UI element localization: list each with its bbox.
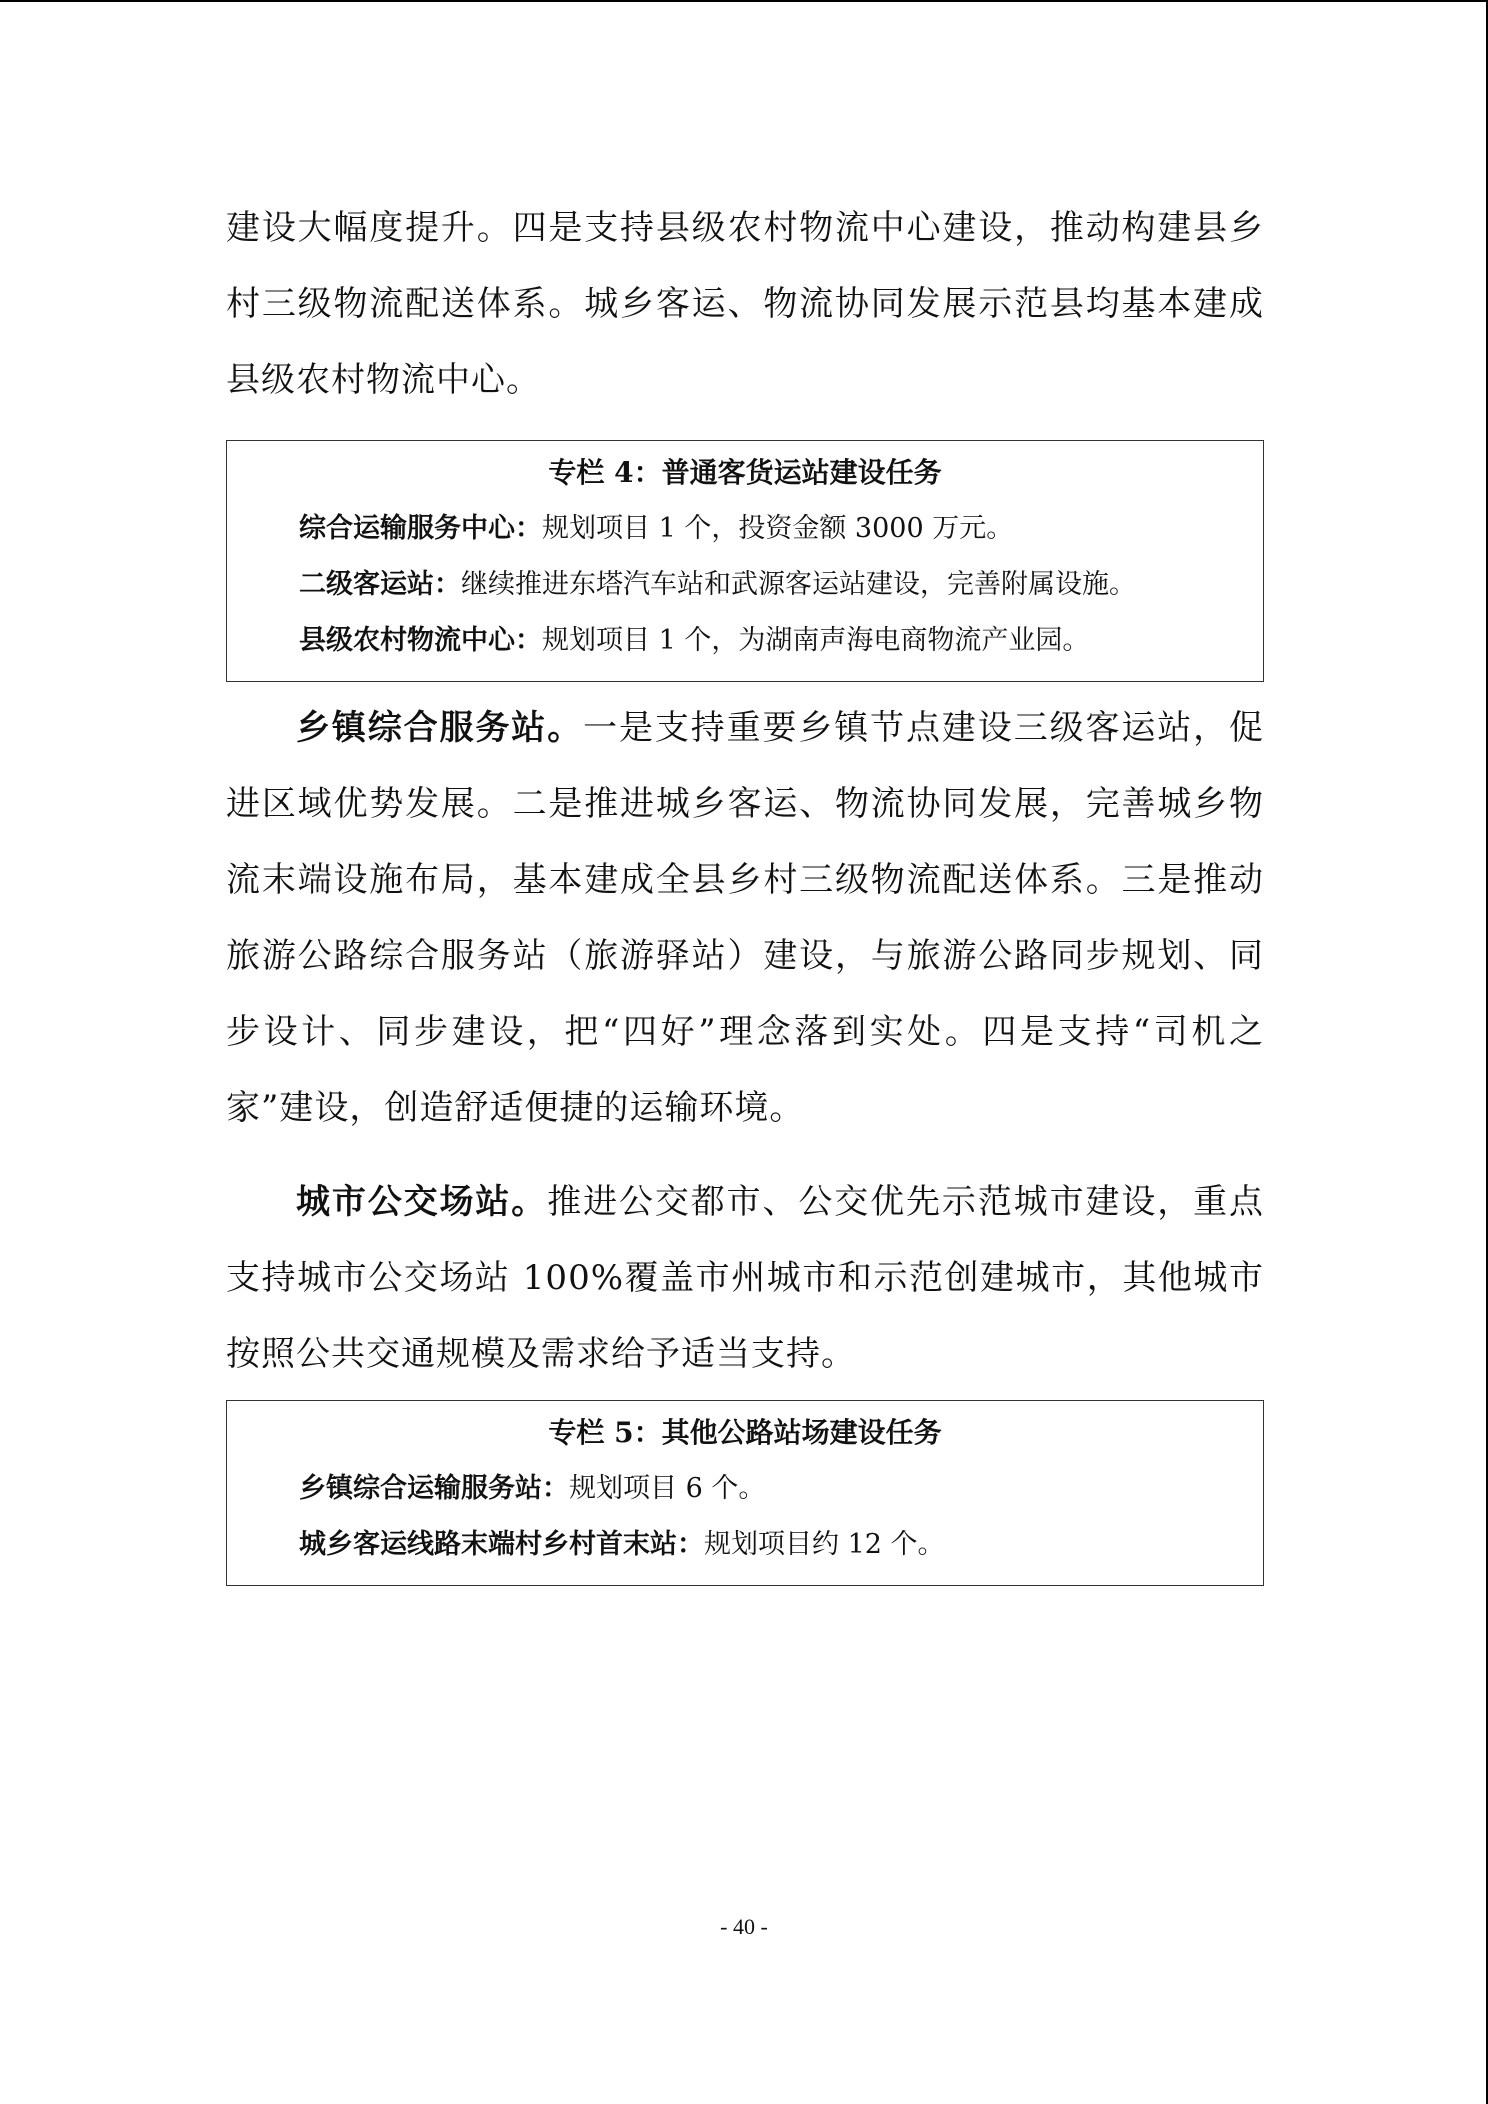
column-box-4-item	[299, 613, 1235, 669]
bus-station-heading: 城市公交场站。	[296, 1182, 548, 1222]
column-box-4-item-text: 规划项目 1 个，为湖南声海电商物流产业园。	[542, 625, 1090, 656]
column-box-4-item	[299, 557, 1235, 613]
page-number: - 40 -	[720, 1914, 768, 1939]
column-box-5-title: 专栏 5：其他公路站场建设任务	[548, 1416, 942, 1449]
column-box-5-item-text: 规划项目 6 个。	[569, 1473, 766, 1504]
document-body	[226, 190, 1264, 1586]
bus-station-paragraph	[226, 1164, 1264, 1392]
column-box-4-item-lead: 二级客运站：	[299, 569, 461, 600]
column-box-4	[226, 440, 1264, 682]
column-box-5-item	[299, 1461, 1235, 1517]
column-box-4-title: 专栏 4：普通客货运站建设任务	[548, 456, 942, 489]
column-box-4-item-text: 继续推进东塔汽车站和武源客运站建设，完善附属设施。	[461, 569, 1136, 600]
intro-paragraph: 建设大幅度提升。四是支持县级农村物流中心建设，推动构建县乡村三级物流配送体系。城乡客运、物流协同发展示范县均基本建成县级农村物流中心。	[226, 208, 1264, 400]
column-box-5-item-text: 规划项目约 12 个。	[704, 1529, 945, 1560]
column-box-5-item-lead: 乡镇综合运输服务站：	[299, 1473, 569, 1504]
column-box-4-item-lead: 县级农村物流中心：	[299, 625, 542, 656]
township-service-paragraph	[226, 690, 1264, 1146]
township-service-heading: 乡镇综合服务站。	[296, 708, 584, 748]
column-box-4-item-text: 规划项目 1 个，投资金额 3000 万元。	[542, 513, 1014, 544]
township-service-text: 一是支持重要乡镇节点建设三级客运站，促进区域优势发展。二是推进城乡客运、物流协同发展，完善城乡物流末端设施布局，基本建成全县乡村三级物流配送体系。三是推动旅游公路综合服务站（旅游驿站）建设，与旅游公路同步规划、同步设计、同步建设，把“四好”理念落到实处。四是支持“司机之家”建设，创造舒适便捷的运输环境。	[226, 708, 1264, 1128]
column-box-4-item	[299, 501, 1235, 557]
column-box-5-item	[299, 1517, 1235, 1573]
column-box-5	[226, 1400, 1264, 1586]
page-top-rule	[0, 0, 1488, 2]
column-box-5-item-lead: 城乡客运线路末端村乡村首末站：	[299, 1529, 704, 1560]
bus-station-text: 推进公交都市、公交优先示范城市建设，重点支持城市公交场站 100%覆盖市州城市和示范创建城市，其他城市按照公共交通规模及需求给予适当支持。	[226, 1182, 1265, 1374]
column-box-4-item-lead: 综合运输服务中心：	[299, 513, 542, 544]
